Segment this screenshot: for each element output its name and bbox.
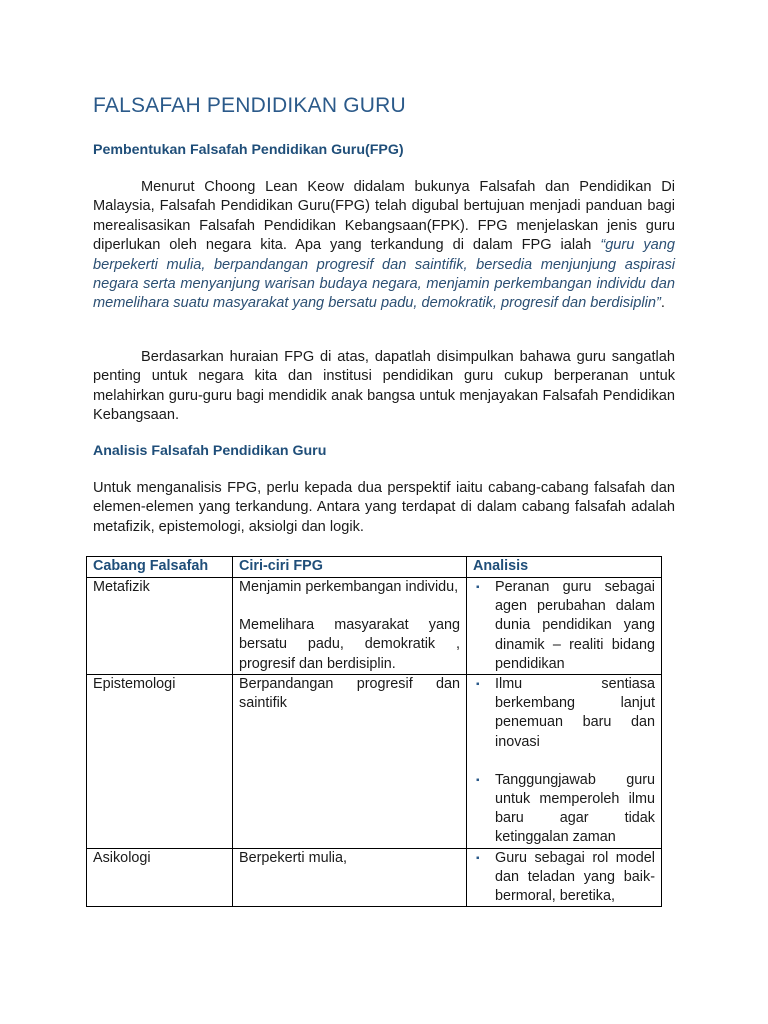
ciri-text: Memelihara masyarakat yang bersatu padu, demokratik , progresif dan berdisiplin. — [239, 617, 460, 672]
cell-ciri — [233, 848, 467, 907]
cell-cabang: Asikologi — [87, 848, 233, 907]
paragraph-end: . — [660, 295, 665, 312]
analisis-item — [473, 771, 655, 848]
cell-cabang: Metafizik — [87, 578, 233, 675]
header-cabang-falsafah: Cabang Falsafah — [87, 557, 233, 578]
analisis-text: Ilmu sentiasa berkembang lanjut penemuan baru dan inovasi — [495, 676, 655, 750]
table-row-asikologi — [87, 848, 662, 907]
cell-ciri — [233, 578, 467, 675]
analisis-list — [473, 578, 655, 674]
cell-ciri — [233, 675, 467, 849]
ciri-text: Berpandangan progresif dan saintifik — [239, 676, 460, 712]
table-row-metafizik — [87, 578, 662, 675]
cell-cabang: Epistemologi — [87, 675, 233, 849]
analisis-text: Guru sebagai rol model dan teladan yang baik-bermoral, beretika, — [495, 849, 655, 905]
paragraph-conclusion: Berdasarkan huraian FPG di atas, dapatlah disimpulkan bahawa guru sangatlah penting untuk negara kita dan institusi pendidikan guru cukup berperanan untuk melahirkan guru-guru bagi mendidik anak bangsa untuk menjayakan Falsafah Pendidikan Kebangsaan. — [93, 349, 675, 424]
fpg-quote: “guru yang berpekerti mulia, berpandangan progresif dan saintifik, bersedia menjunjung aspirasi negara serta menyanjung warisan budaya negara, menjamin perkembangan individu dan memelihara suatu masyarakat yang bersatu padu, demokratik, progresif dan berdisiplin” — [93, 237, 675, 312]
ciri-text: Berpekerti mulia, — [239, 849, 347, 866]
fpg-analysis-table — [86, 556, 662, 907]
analisis-item — [473, 675, 655, 752]
table-header-row — [87, 557, 662, 578]
analisis-text: Peranan guru sebagai agen perubahan dalam dunia pendidikan yang dinamik – realiti bidang pendidikan — [495, 579, 655, 672]
section-heading-analisis: Analisis Falsafah Pendidikan Guru — [93, 443, 327, 459]
cell-analisis — [467, 675, 662, 849]
list-gap — [473, 752, 655, 771]
square-bullet-icon: ▪ — [476, 774, 480, 786]
analisis-item — [473, 578, 655, 674]
square-bullet-icon: ▪ — [476, 582, 480, 593]
analisis-text: Tanggungjawab guru untuk memperoleh ilmu baru agar tidak ketinggalan zaman — [495, 771, 655, 846]
cell-analisis — [467, 578, 662, 675]
document-title: FALSAFAH PENDIDIKAN GURU — [93, 94, 406, 117]
section-heading-pembentukan: Pembentukan Falsafah Pendidikan Guru(FPG) — [93, 142, 404, 158]
analisis-item — [473, 849, 655, 907]
table-row-epistemologi — [87, 675, 662, 849]
paragraph-choong-lean-keow — [93, 178, 675, 314]
square-bullet-icon: ▪ — [476, 852, 480, 864]
analisis-list — [473, 675, 655, 848]
paragraph-analisis-intro: Untuk menganalisis FPG, perlu kepada dua perspektif iaitu cabang-cabang falsafah dan elemen-elemen yang terkandung. Antara yang terdapat di dalam cabang falsafah adalah metafizik, epistemologi, aksiolgi dan logik. — [93, 480, 675, 535]
analisis-list — [473, 849, 655, 907]
cell-analisis — [467, 848, 662, 907]
header-analisis: Analisis — [467, 557, 662, 578]
square-bullet-icon: ▪ — [476, 679, 480, 691]
ciri-text: Menjamin perkembangan individu, — [239, 579, 459, 595]
paragraph-text: Menurut Choong Lean Keow didalam bukunya Falsafah dan Pendidikan Di Malaysia, Falsafah Pendidikan Guru(FPG) telah digubal bertujuan menjadi panduan bagi merealisasikan Falsafah Pendidikan Kebangsaan(FPK). FPG menjelaskan jenis guru diperlukan oleh negara kita. Apa yang terkandung di dalam FPG ialah — [93, 179, 675, 254]
header-ciri-ciri-fpg: Ciri-ciri FPG — [233, 557, 467, 578]
